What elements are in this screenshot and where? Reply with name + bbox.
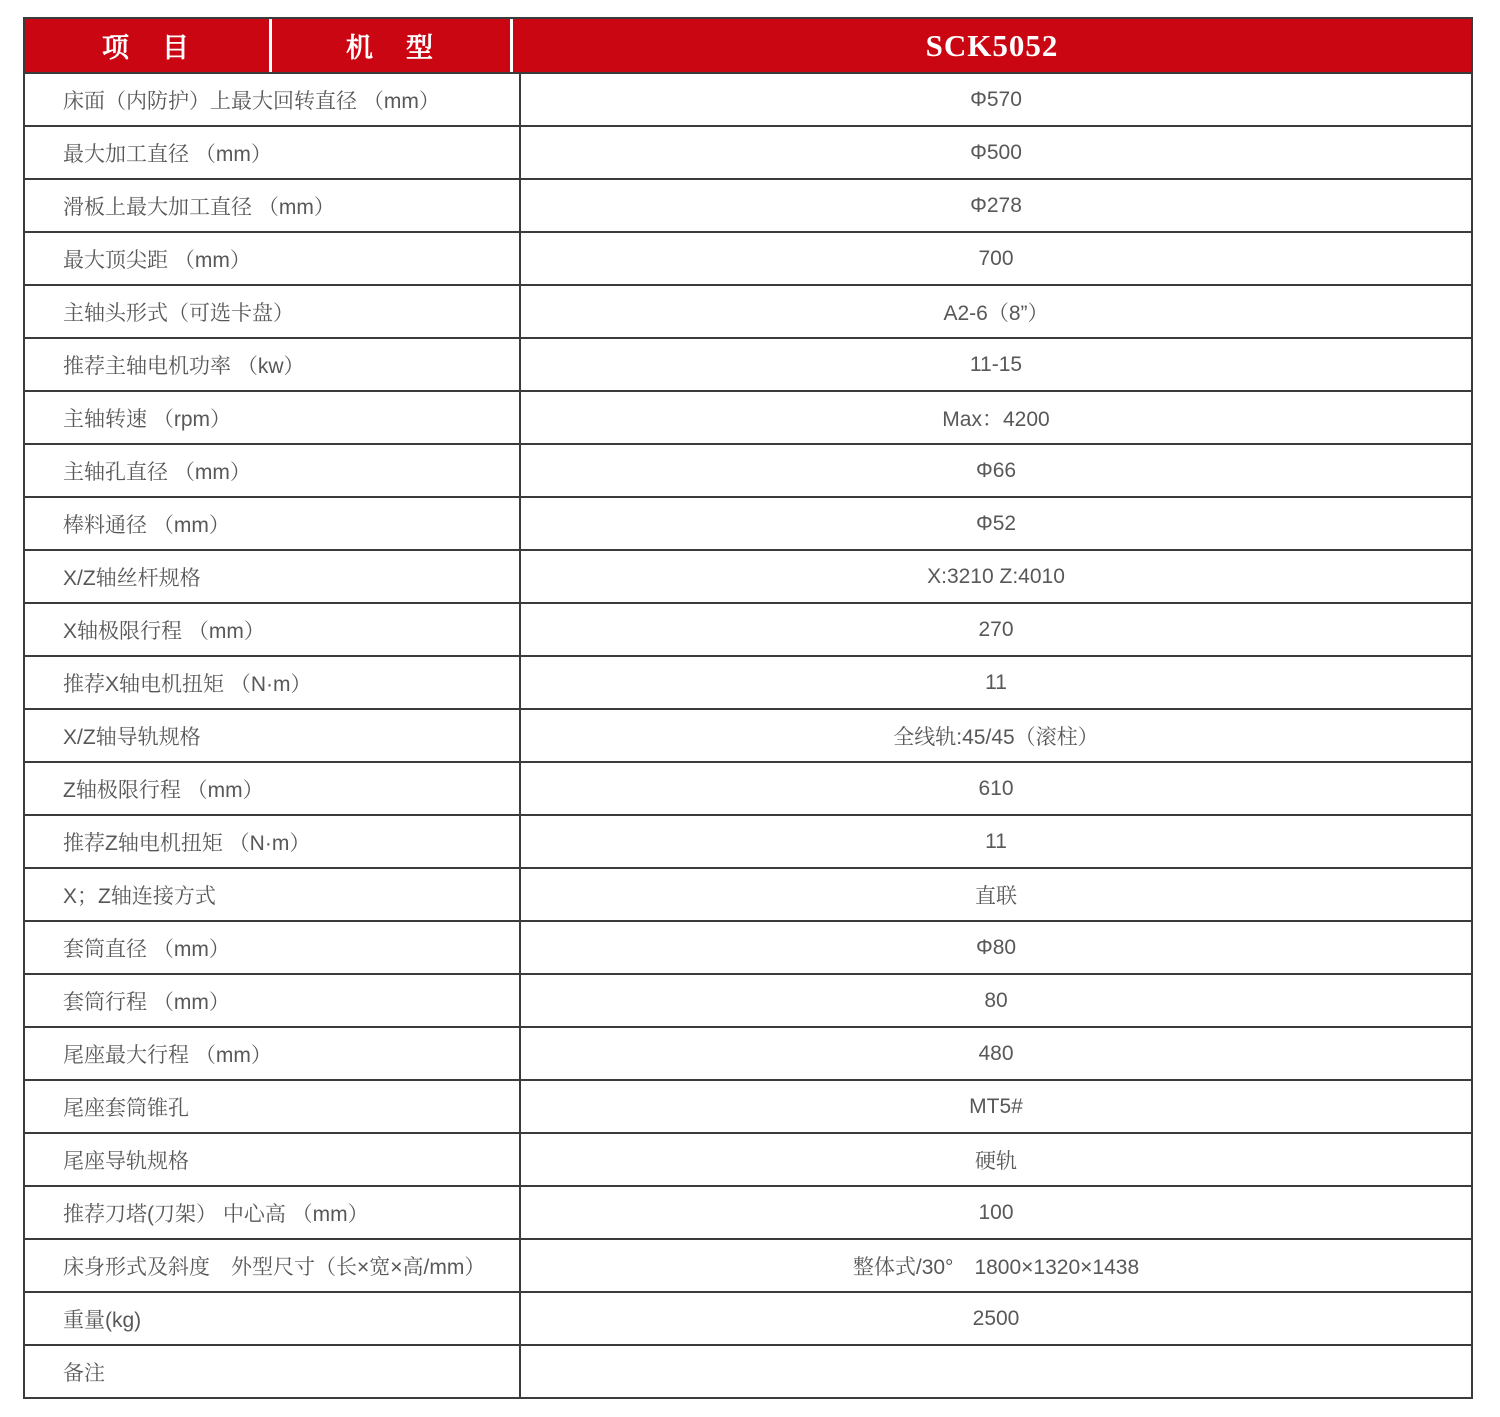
spec-row [25,708,1471,761]
spec-row [25,496,1471,549]
spec-value: 610 [519,763,1471,814]
spec-row [25,920,1471,973]
spec-table [23,17,1473,1399]
spec-value: 11 [519,816,1471,867]
spec-value: Φ500 [519,127,1471,178]
spec-row [25,337,1471,390]
header-model-column: 机 型 [272,19,513,72]
spec-row [25,761,1471,814]
spec-label: 套筒行程 （mm） [63,990,230,1014]
spec-value: 100 [519,1187,1471,1238]
spec-row [25,72,1471,125]
spec-value: 80 [519,975,1471,1026]
spec-value: Φ80 [519,922,1471,973]
spec-label: X；Z轴连接方式 [63,884,216,908]
spec-value: 270 [519,604,1471,655]
spec-label: 滑板上最大加工直径 （mm） [63,195,335,219]
spec-value: MT5# [519,1081,1471,1132]
table-header-row [25,19,1471,72]
spec-row [25,125,1471,178]
spec-value: 整体式/30° 1800×1320×1438 [519,1240,1471,1291]
spec-label: 尾座导轨规格 [63,1149,189,1173]
header-item-column: 项 目 [25,19,272,72]
spec-row [25,284,1471,337]
spec-label: 重量(kg) [63,1308,142,1332]
spec-row [25,231,1471,284]
spec-row [25,1344,1471,1397]
header-model-name: SCK5052 [925,27,1059,63]
spec-label: 主轴头形式（可选卡盘） [63,301,294,325]
spec-row [25,814,1471,867]
spec-label: Z轴极限行程 （mm） [63,778,264,802]
spec-value: 11 [519,657,1471,708]
spec-label: 尾座套筒锥孔 [63,1096,189,1120]
spec-row [25,1291,1471,1344]
spec-label: 推荐主轴电机功率 （kw） [63,354,305,378]
table-body [25,72,1471,1397]
spec-row [25,973,1471,1026]
spec-row [25,178,1471,231]
spec-value: Φ570 [519,74,1471,125]
spec-label: 棒料通径 （mm） [63,513,230,537]
spec-label: X轴极限行程 （mm） [63,619,265,643]
spec-label: 套筒直径 （mm） [63,937,230,961]
spec-row [25,1132,1471,1185]
spec-value: 2500 [519,1293,1471,1344]
spec-label: X/Z轴丝杆规格 [63,566,201,590]
spec-value: 全线轨:45/45（滚柱） [519,710,1471,761]
spec-value: A2-6（8”） [519,286,1471,337]
spec-value: X:3210 Z:4010 [519,551,1471,602]
spec-value: 480 [519,1028,1471,1079]
spec-label: 主轴转速 （rpm） [63,407,231,431]
spec-value: Max：4200 [519,392,1471,443]
spec-value: 11-15 [519,339,1471,390]
spec-row [25,1238,1471,1291]
spec-value: 700 [519,233,1471,284]
spec-value: 硬轨 [519,1134,1471,1185]
spec-value: Φ278 [519,180,1471,231]
spec-row [25,1026,1471,1079]
spec-row [25,549,1471,602]
spec-label: 推荐刀塔(刀架） 中心高 （mm） [63,1202,369,1226]
spec-label: 尾座最大行程 （mm） [63,1043,272,1067]
spec-label: 床身形式及斜度 外型尺寸（长×宽×高/mm） [63,1255,486,1279]
spec-value: Φ52 [519,498,1471,549]
spec-row [25,867,1471,920]
spec-row [25,443,1471,496]
spec-label: 最大顶尖距 （mm） [63,248,251,272]
spec-label: 推荐Z轴电机扭矩 （N·m） [63,831,311,855]
spec-label: X/Z轴导轨规格 [63,725,201,749]
spec-label: 床面（内防护）上最大回转直径 （mm） [63,89,440,113]
spec-row [25,1185,1471,1238]
spec-label: 备注 [63,1361,105,1385]
spec-value [519,1346,1471,1397]
spec-row [25,602,1471,655]
spec-row [25,390,1471,443]
spec-row [25,1079,1471,1132]
spec-label: 推荐X轴电机扭矩 （N·m） [63,672,312,696]
spec-row [25,655,1471,708]
spec-label: 主轴孔直径 （mm） [63,460,251,484]
spec-value: Φ66 [519,445,1471,496]
spec-value: 直联 [519,869,1471,920]
spec-label: 最大加工直径 （mm） [63,142,272,166]
